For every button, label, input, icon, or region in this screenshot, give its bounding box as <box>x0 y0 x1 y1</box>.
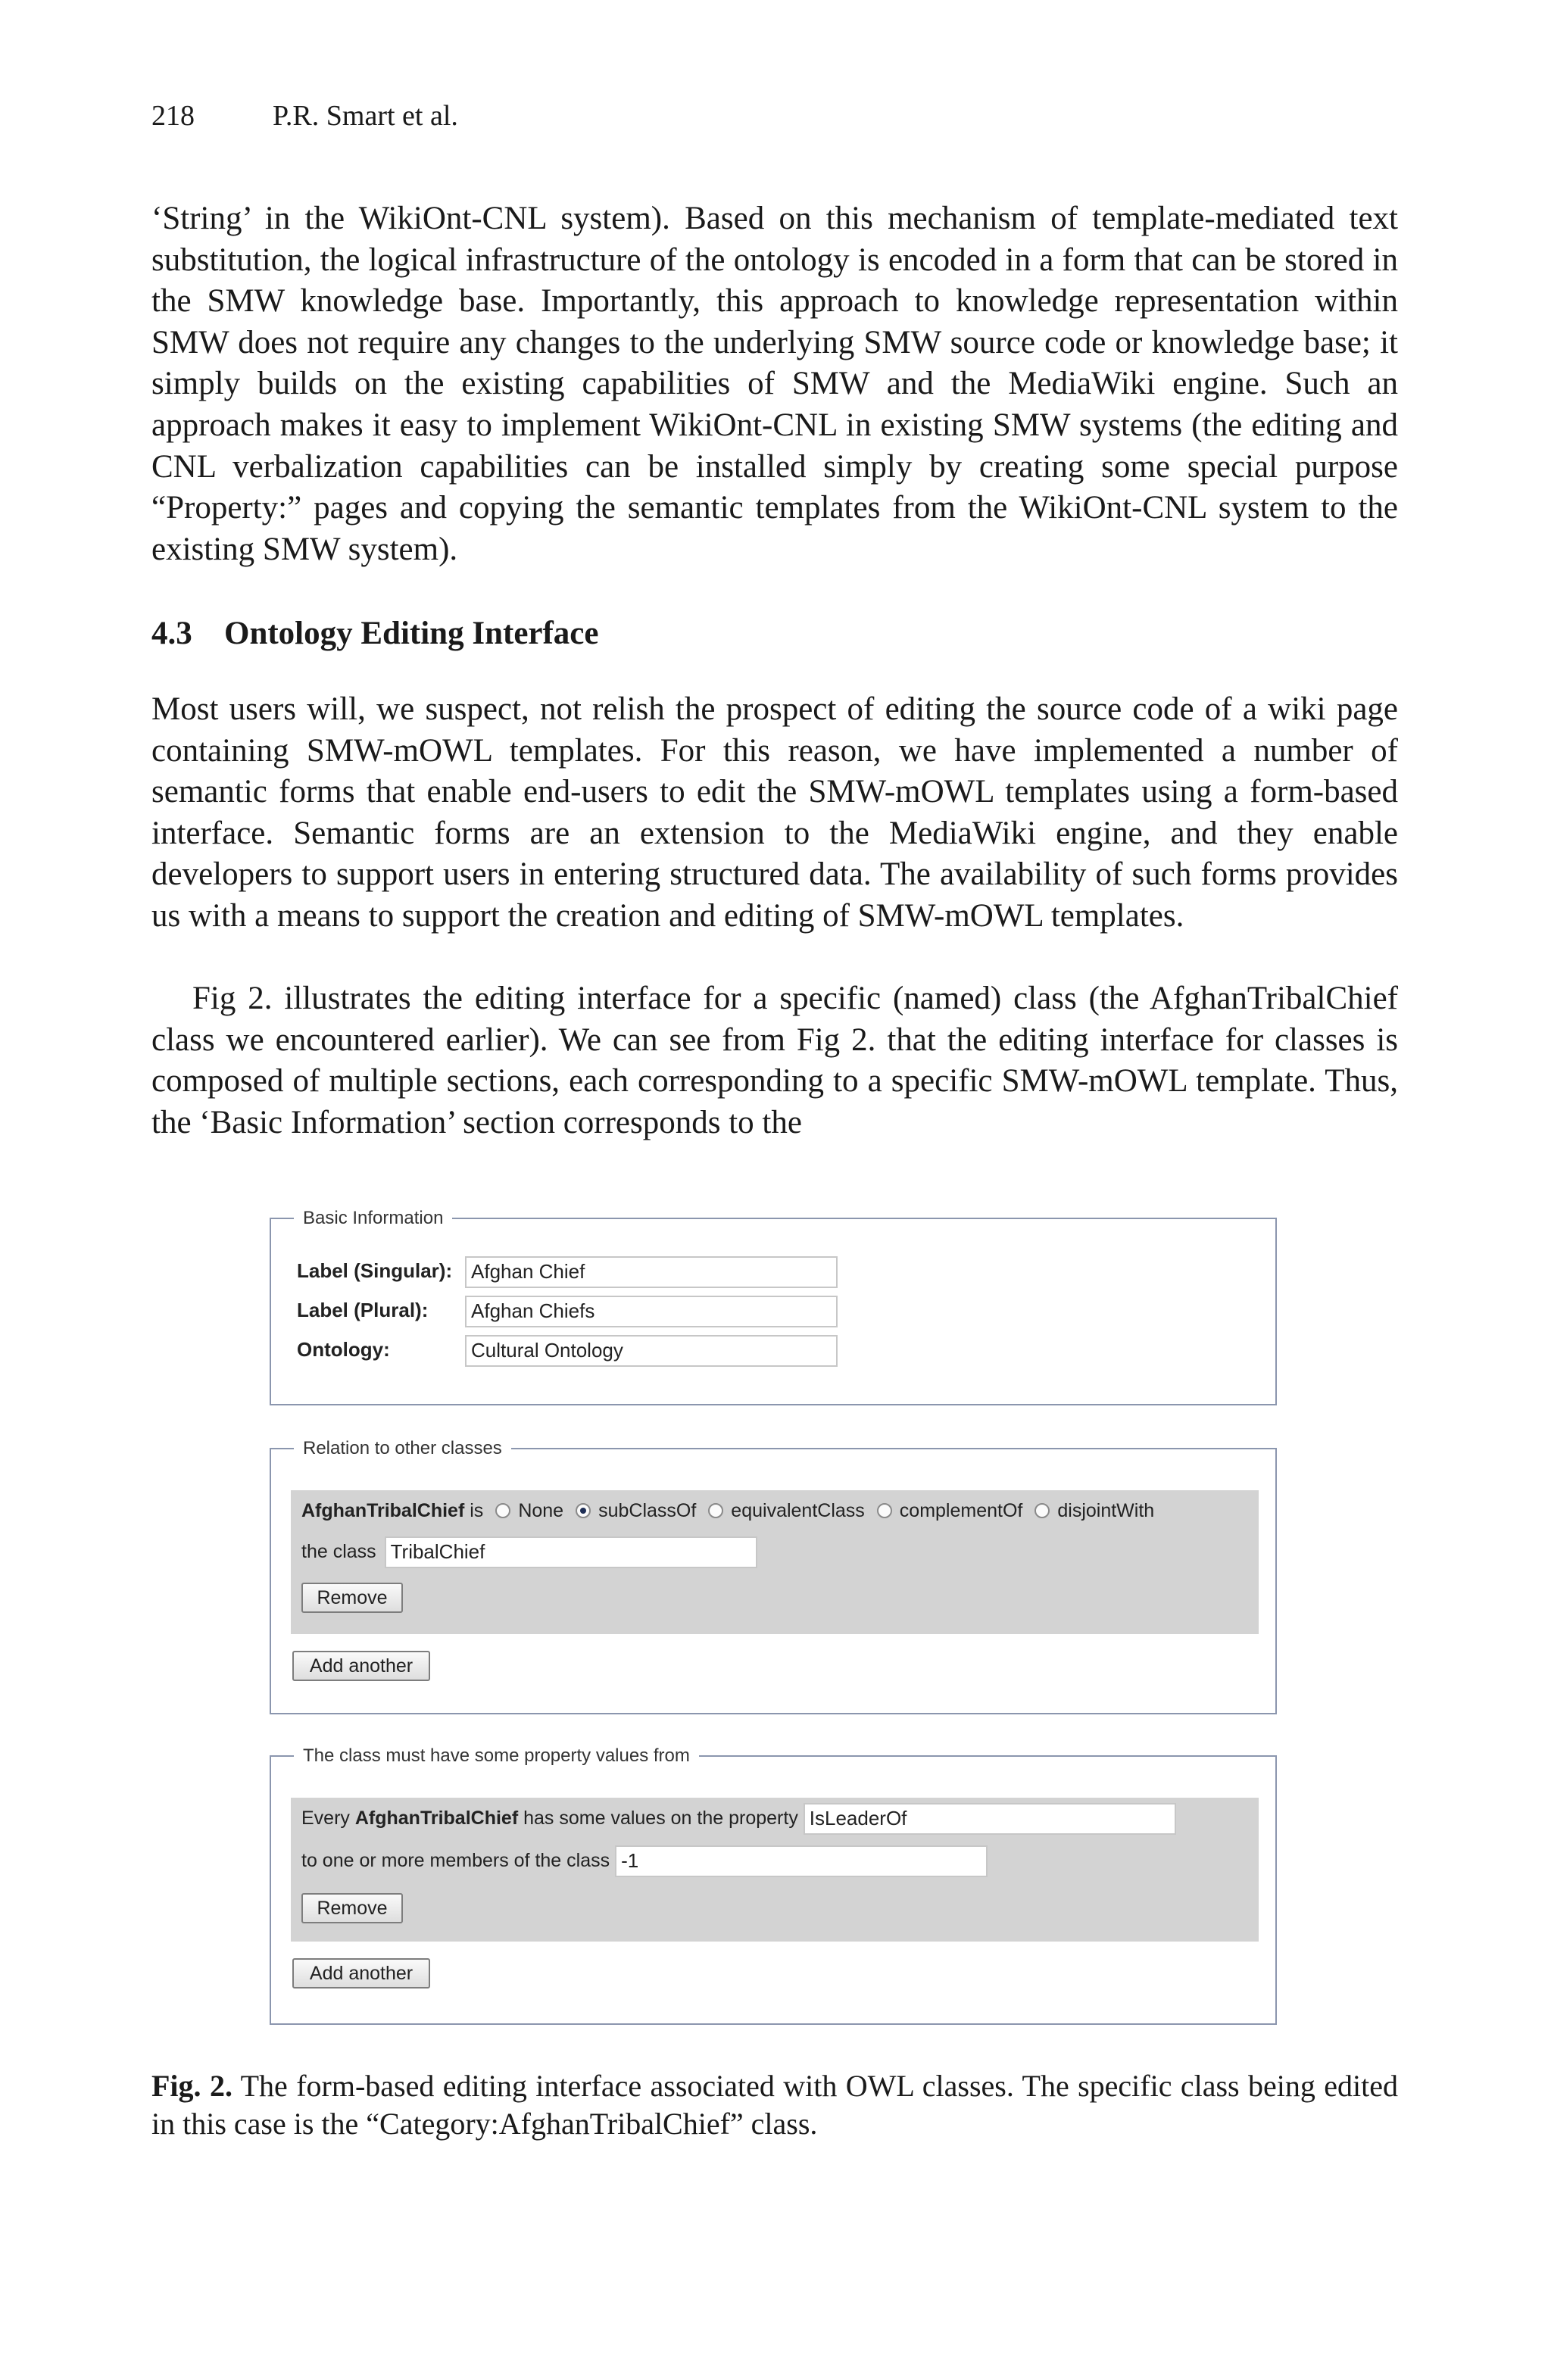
relation-is-text: is <box>470 1500 484 1521</box>
relation-class-name: AfghanTribalChief <box>301 1500 465 1521</box>
relation-gray-panel <box>291 1490 1259 1634</box>
running-title: P.R. Smart et al. <box>273 100 458 132</box>
radio-equivalentclass-label: equivalentClass <box>731 1500 865 1521</box>
radio-complementof[interactable] <box>877 1503 892 1518</box>
every-line <box>301 1802 1176 1835</box>
section-title: Ontology Editing Interface <box>224 616 599 651</box>
figure-caption <box>151 2067 1398 2143</box>
has-some-text: has some values on the property <box>523 1808 798 1829</box>
label-plural-input[interactable]: Afghan Chiefs <box>465 1296 838 1327</box>
the-class-input[interactable]: TribalChief <box>385 1536 757 1568</box>
radio-disjointwith-label: disjointWith <box>1057 1500 1155 1521</box>
basic-information-fieldset <box>270 1208 1277 1405</box>
property-input[interactable]: IsLeaderOf <box>804 1803 1176 1835</box>
section-number: 4.3 <box>151 616 192 651</box>
members-line <box>301 1845 988 1877</box>
radio-equivalentclass[interactable] <box>708 1503 723 1518</box>
basic-information-legend: Basic Information <box>294 1207 452 1230</box>
radio-complementof-label: complementOf <box>899 1500 1023 1521</box>
property-add-another-button[interactable]: Add another <box>292 1958 430 1989</box>
radio-none[interactable] <box>495 1503 510 1518</box>
section-heading <box>151 613 598 654</box>
property-values-fieldset <box>270 1745 1277 2025</box>
member-class-input[interactable]: -1 <box>615 1845 988 1877</box>
property-gray-panel <box>291 1798 1259 1942</box>
ontology-row <box>297 1334 838 1367</box>
the-class-line <box>301 1536 757 1568</box>
every-text: Every <box>301 1808 350 1829</box>
radio-none-label: None <box>518 1500 564 1521</box>
relation-remove-button[interactable]: Remove <box>301 1583 403 1613</box>
figure-form-screenshot <box>265 1204 1287 2029</box>
ontology-label: Ontology: <box>297 1338 390 1361</box>
property-values-legend: The class must have some property values from <box>294 1745 699 1767</box>
label-plural-row <box>297 1295 838 1327</box>
paragraph-1: ‘String’ in the WikiOnt-CNL system). Based on this mechanism of template-mediated text substitution, the logical infrastructure of the ontology is encoded in a form that can be stored in the SMW knowledge base. Importantly, this approach to knowledge representation within SMW does not require any changes to the underlying SMW source code or knowledge base; it simply builds on the existing capabilities of SMW and the MediaWiki engine. Such an approach makes it easy to implement WikiOnt-CNL in existing SMW systems (the editing and CNL verbalization capabilities can be installed simply by creating some special purpose “Property:” pages and copying the semantic templates from the WikiOnt-CNL system to the existing SMW system). <box>151 201 1398 567</box>
property-remove-button[interactable]: Remove <box>301 1893 403 1923</box>
label-plural-label: Label (Plural): <box>297 1299 429 1321</box>
relation-legend: Relation to other classes <box>294 1437 511 1460</box>
the-class-label: the class <box>301 1541 376 1562</box>
running-header <box>151 98 458 133</box>
members-text: to one or more members of the class <box>301 1850 610 1871</box>
label-singular-input[interactable]: Afghan Chief <box>465 1256 838 1288</box>
paragraph-2: Most users will, we suspect, not relish the prospect of editing the source code of a wiki page containing SMW-mOWL templates. For this reason, we have implemented a number of semantic forms that enable end-users to edit the SMW-mOWL templates using a form-based interface. Semantic forms are an extension to the MediaWiki engine, and they enable developers to support users in entering structured data. The availability of such forms provides us with a means to support the creation and editing of SMW-mOWL templates. <box>151 691 1398 934</box>
ontology-input[interactable]: Cultural Ontology <box>465 1335 838 1367</box>
paragraph-3: Fig 2. illustrates the editing interface for a specific (named) class (the AfghanTribalChief class we encountered earlier). We can see from Fig 2. that the editing interface for classes is composed of multiple sections, each corresponding to a specific SMW-mOWL template. Thus, the ‘Basic Information’ section corresponds to the <box>151 981 1398 1140</box>
label-singular-row <box>297 1256 838 1288</box>
property-class-name: AfghanTribalChief <box>354 1808 519 1829</box>
radio-subclassof[interactable] <box>576 1503 591 1518</box>
relation-fieldset <box>270 1438 1277 1714</box>
relation-add-another-button[interactable]: Add another <box>292 1651 430 1681</box>
radio-disjointwith[interactable] <box>1035 1503 1050 1518</box>
radio-subclassof-label: subClassOf <box>598 1500 697 1521</box>
relation-line <box>301 1495 1154 1527</box>
figure-label: Fig. 2. <box>151 2069 232 2103</box>
page-number: 218 <box>151 100 195 132</box>
label-singular-label: Label (Singular): <box>297 1259 453 1282</box>
figure-caption-text: The form-based editing interface associated with OWL classes. The specific class being edited in this case is the “Category:AfghanTribalChief” class. <box>151 2069 1398 2141</box>
